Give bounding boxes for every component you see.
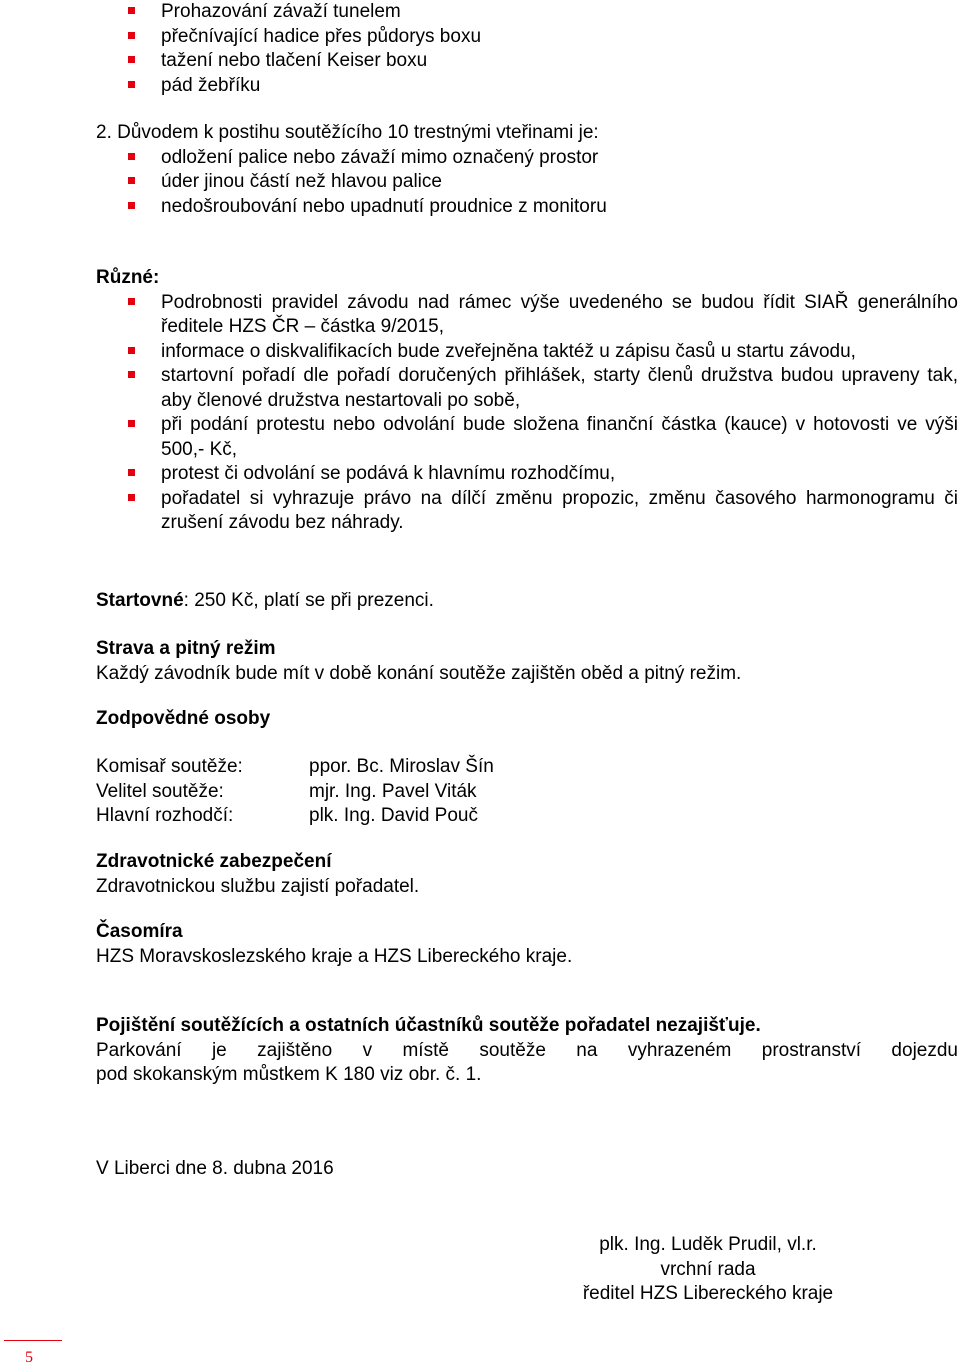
osoby-heading: Zodpovědné osoby — [96, 708, 271, 729]
signature-name: plk. Ing. Luděk Prudil, vl.r. — [599, 1234, 817, 1255]
list-item: startovní pořadí dle pořadí doručených přihlášek, starty členů družstva budou upraveny tak, aby členové družstva nestartovali po sobě, — [96, 364, 958, 413]
osoby-table — [96, 755, 796, 829]
footer-divider — [4, 1340, 62, 1341]
startovne-text: : 250 Kč, platí se při prezenci. — [183, 590, 434, 611]
osoby-row — [96, 755, 796, 780]
osoby-row — [96, 804, 796, 829]
list-item: tažení nebo tlačení Keiser boxu — [96, 49, 956, 74]
list-item: úder jinou částí než hlavou palice — [96, 170, 956, 195]
osoby-name: mjr. Ing. Pavel Viták — [309, 780, 477, 802]
casomira-section — [96, 920, 956, 969]
osoby-role: Velitel soutěže: — [96, 780, 224, 802]
signature-block — [560, 1233, 856, 1307]
page-number: 5 — [25, 1349, 33, 1366]
zdravotnicke-section — [96, 850, 956, 899]
zdravotnicke-heading: Zdravotnické zabezpečení — [96, 851, 332, 872]
list-item: protest či odvolání se podává k hlavnímu rozhodčímu, — [96, 462, 958, 487]
list-item: přečnívající hadice přes půdorys boxu — [96, 25, 956, 50]
list-item: pořadatel si vyhrazuje právo na dílčí změnu propozic, změnu časového harmonogramu či zrušení závodu bez náhrady. — [96, 487, 958, 536]
startovne-line — [96, 589, 956, 614]
osoby-row — [96, 780, 796, 805]
list-item: nedošroubování nebo upadnutí proudnice z monitoru — [96, 195, 956, 220]
parkovani-line-2: pod skokanským můstkem K 180 viz obr. č. 1. — [96, 1064, 482, 1085]
osoby-name: ppor. Bc. Miroslav Šín — [309, 756, 494, 777]
casomira-text: HZS Moravskoslezského kraje a HZS Libereckého kraje. — [96, 945, 573, 967]
strava-heading: Strava a pitný režim — [96, 638, 276, 659]
list-top — [96, 0, 956, 98]
ruzne-section — [96, 266, 958, 536]
osoby-role: Hlavní rozhodčí: — [96, 805, 234, 826]
list-item: odložení palice nebo závaží mimo označený prostor — [96, 146, 956, 171]
penalty-heading: 2. Důvodem k postihu soutěžícího 10 trestnými vteřinami je: — [96, 122, 599, 143]
osoby-role: Komisař soutěže: — [96, 756, 243, 777]
parkovani-line-1: Parkování je zajištěno v místě soutěže na vyhrazeném prostranství dojezdu — [96, 1039, 958, 1061]
date-line: V Liberci dne 8. dubna 2016 — [96, 1158, 334, 1179]
list-item: Prohazování závaží tunelem — [96, 0, 956, 25]
strava-text: Každý závodník bude mít v době konání soutěže zajištěn oběd a pitný režim. — [96, 662, 742, 684]
pojisteni-section — [96, 1014, 958, 1088]
casomira-heading: Časomíra — [96, 921, 183, 942]
signature-title: ředitel HZS Libereckého kraje — [582, 1283, 834, 1304]
pojisteni-heading: Pojištění soutěžících a ostatních účastníků soutěže pořadatel nezajišťuje. — [96, 1015, 761, 1036]
list-item: pád žebříku — [96, 74, 956, 99]
osoby-name: plk. Ing. David Pouč — [309, 805, 478, 826]
zdravotnicke-text: Zdravotnickou službu zajistí pořadatel. — [96, 875, 420, 897]
ruzne-heading: Různé: — [96, 267, 160, 288]
penalty-section — [96, 121, 956, 219]
list-item: informace o diskvalifikacích bude zveřejněna taktéž u zápisu časů u startu závodu, — [96, 340, 958, 365]
signature-rank: vrchní rada — [660, 1258, 756, 1280]
list-item: Podrobnosti pravidel závodu nad rámec výše uvedeného se budou řídit SIAŘ generálního ředitele HZS ČR – částka 9/2015, — [96, 291, 958, 340]
list-item: při podání protestu nebo odvolání bude složena finanční částka (kauce) v hotovosti ve výši 500,- Kč, — [96, 413, 958, 462]
strava-section — [96, 637, 956, 686]
startovne-label: Startovné — [96, 590, 184, 611]
